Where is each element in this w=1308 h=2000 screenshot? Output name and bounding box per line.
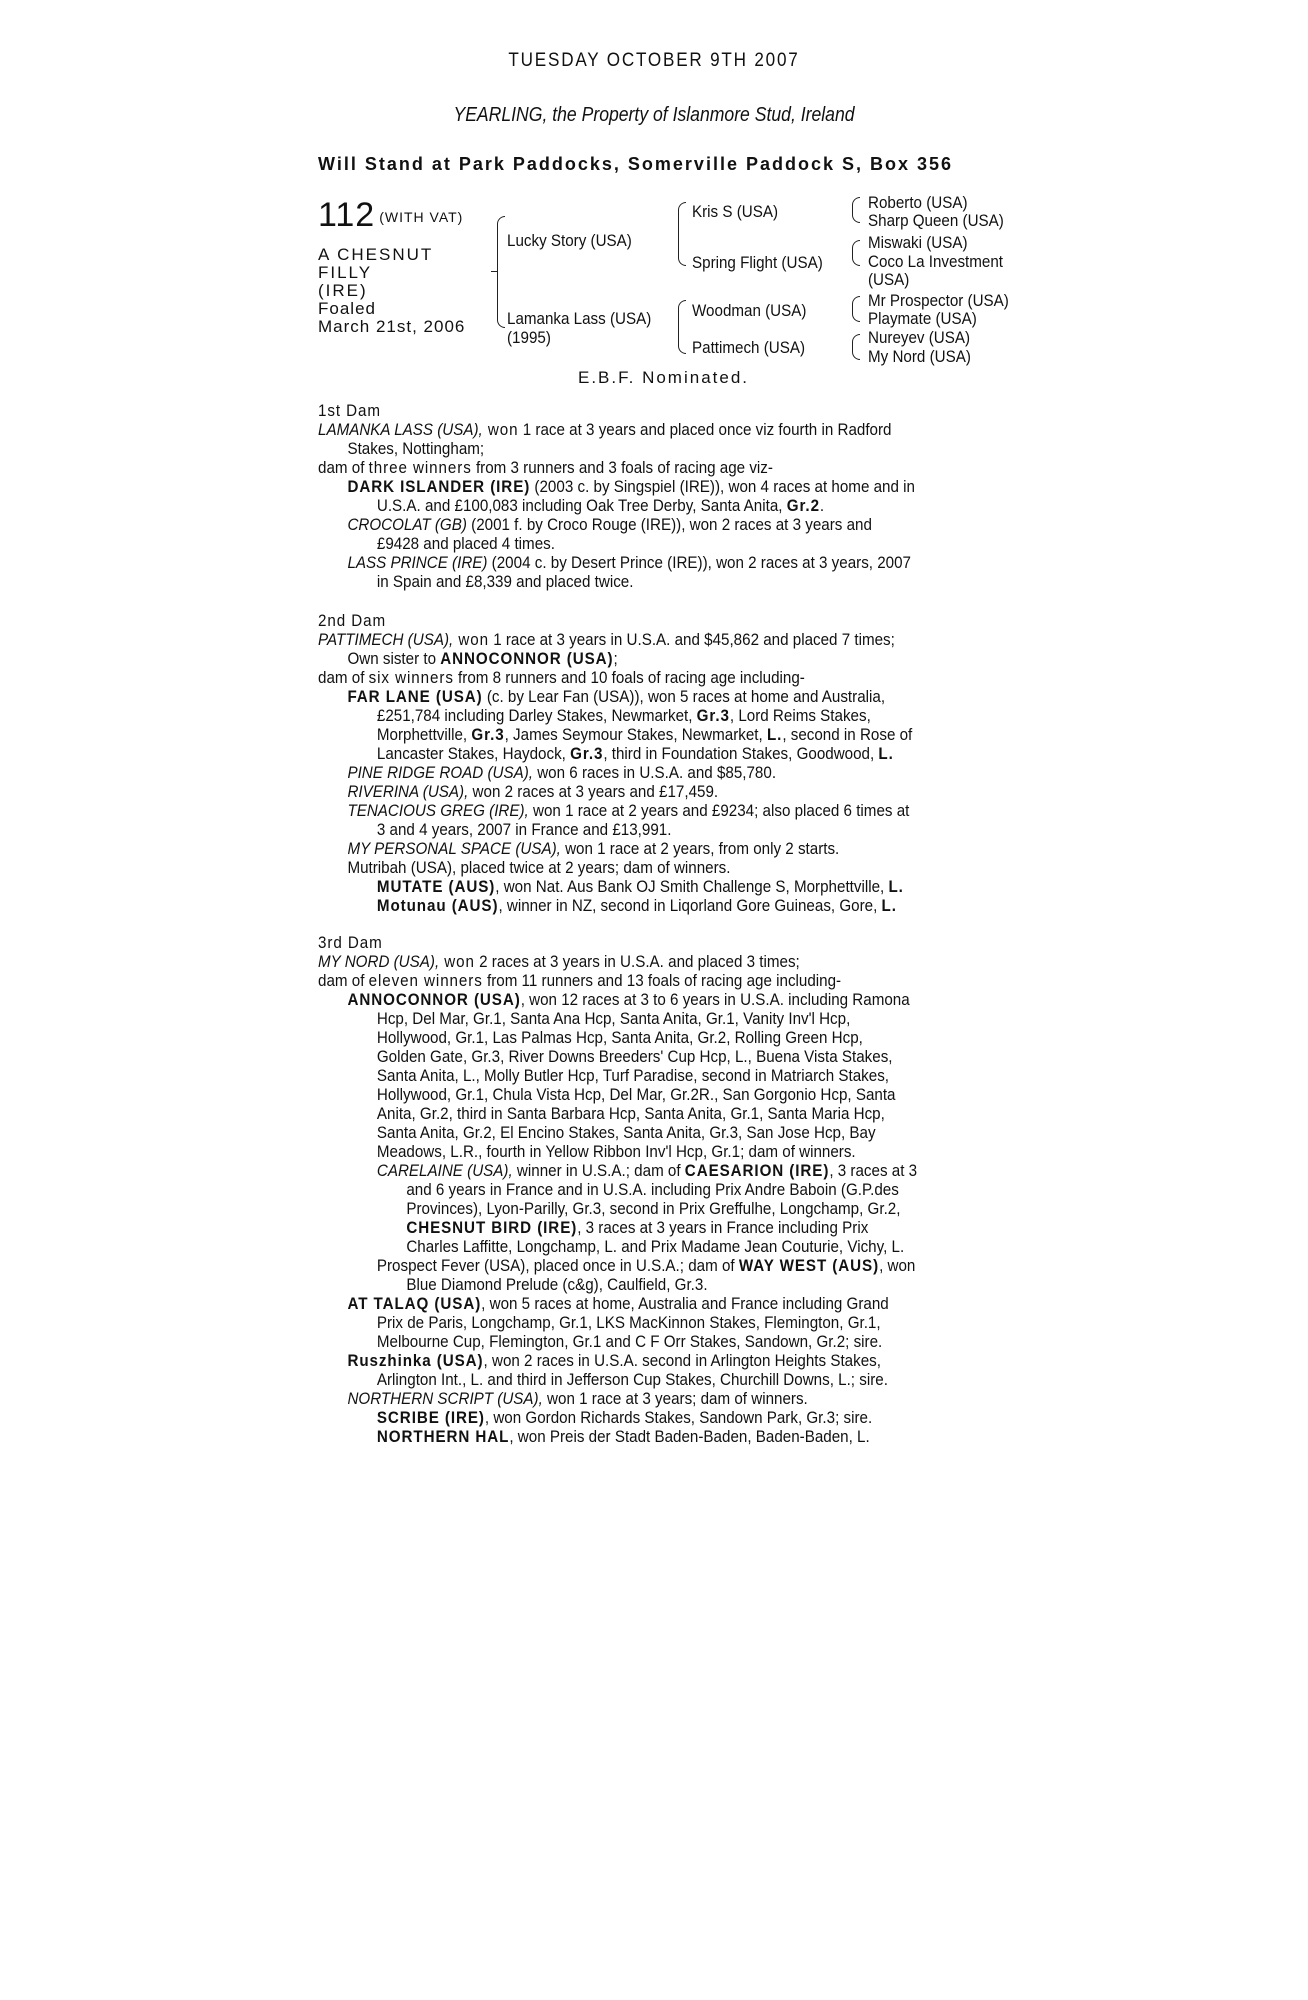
- offspring-line: Prospect Fever (USA), placed once in U.S.A.; dam of WAY WEST (AUS), won: [376, 1257, 916, 1275]
- offspring-line: TENACIOUS GREG (IRE), won 1 race at 2 years and £9234; also placed 6 times at: [347, 802, 910, 820]
- second-dam-line: PATTIMECH (USA), won 1 race at 3 years in U.S.A. and $45,862 and placed 7 times;: [318, 631, 895, 649]
- pedigree-brace-g4: [852, 334, 860, 360]
- offspring-line: PINE RIDGE ROAD (USA), won 6 races in U.S.A. and $85,780.: [347, 764, 777, 782]
- offspring-line: £251,784 including Darley Stakes, Newmarket, Gr.3, Lord Reims Stakes,: [376, 707, 871, 725]
- second-dam-section: [318, 612, 953, 916]
- offspring-line: Santa Anita, L., Molly Butler Hcp, Turf Paradise, second in Matriarch Stakes,: [376, 1067, 890, 1085]
- offspring-line: LASS PRINCE (IRE) (2004 c. by Desert Prince (IRE)), won 2 races at 3 years, 2007: [347, 554, 912, 572]
- pedigree-sire: Lucky Story (USA): [507, 232, 632, 250]
- offspring-line: in Spain and £8,339 and placed twice.: [376, 573, 634, 591]
- pedigree-brace-dam: [678, 300, 686, 354]
- pedigree-g2: Sharp Queen (USA): [868, 212, 1004, 230]
- pedigree-g1: Roberto (USA): [868, 194, 968, 212]
- third-dam-section: [318, 934, 953, 1447]
- horse-description: [318, 246, 493, 336]
- offspring-line: AT TALAQ (USA), won 5 races at home, Australia and France including Grand: [347, 1295, 889, 1313]
- offspring-line: CROCOLAT (GB) (2001 f. by Croco Rouge (IRE)), won 2 races at 3 years and: [347, 516, 872, 534]
- offspring-line: Motunau (AUS), winner in NZ, second in Liqorland Gore Guineas, Gore, L.: [376, 897, 897, 915]
- lot-number: 112: [318, 196, 376, 234]
- pedigree-g5: Mr Prospector (USA): [868, 292, 1009, 310]
- offspring-line: Provinces), Lyon-Parilly, Gr.3, second in Prix Greffulhe, Longchamp, Gr.2,: [406, 1200, 901, 1218]
- first-dam-line: dam of three winners from 3 runners and 3 foals of racing age viz-: [318, 459, 773, 477]
- pedigree-g6: Playmate (USA): [868, 310, 977, 328]
- pedigree-sire-sire: Kris S (USA): [692, 203, 779, 221]
- second-dam-heading: 2nd Dam: [318, 612, 387, 630]
- pedigree-sire-dam: Spring Flight (USA): [692, 254, 823, 272]
- foaled-date: March 21st, 2006: [318, 317, 466, 336]
- pedigree-brace-main: [497, 216, 505, 328]
- pedigree-brace-main-point: [491, 271, 497, 272]
- offspring-line: RIVERINA (USA), won 2 races at 3 years and £17,459.: [347, 783, 719, 801]
- sale-date: TUESDAY OCTOBER 9TH 2007: [508, 50, 800, 71]
- pedigree-g4-line2: (USA): [868, 271, 910, 289]
- offspring-line: Mutribah (USA), placed twice at 2 years; dam of winners.: [347, 859, 731, 877]
- pedigree-brace-g1: [852, 197, 860, 223]
- third-dam-line: MY NORD (USA), won 2 races at 3 years in U.S.A. and placed 3 times;: [318, 953, 800, 971]
- offspring-line: CARELAINE (USA), winner in U.S.A.; dam of CAESARION (IRE), 3 races at 3: [376, 1162, 918, 1180]
- pedigree-dam-dam: Pattimech (USA): [692, 339, 806, 357]
- lot-number-block: [318, 196, 463, 235]
- pedigree-g4-line1: Coco La Investment: [868, 253, 1004, 271]
- pedigree-g3: Miswaki (USA): [868, 234, 968, 252]
- offspring-line: and 6 years in France and in U.S.A. including Prix Andre Baboin (G.P.des: [406, 1181, 899, 1199]
- second-dam-line: dam of six winners from 8 runners and 10 foals of racing age including-: [318, 669, 805, 687]
- pedigree-g7: Nureyev (USA): [868, 329, 971, 347]
- vat-note: (WITH VAT): [379, 209, 464, 226]
- offspring-line: SCRIBE (IRE), won Gordon Richards Stakes, Sandown Park, Gr.3; sire.: [376, 1409, 873, 1427]
- offspring-line: Hollywood, Gr.1, Chula Vista Hcp, Del Mar, Gr.2R., San Gorgonio Hcp, Santa: [376, 1086, 896, 1104]
- offspring-line: Arlington Int., L. and third in Jefferson Cup Stakes, Churchill Downs, L.; sire.: [376, 1371, 888, 1389]
- pedigree-brace-g3: [852, 296, 860, 322]
- offspring-line: Santa Anita, Gr.2, El Encino Stakes, Santa Anita, Gr.3, San Jose Hcp, Bay: [376, 1124, 876, 1142]
- lot-subtitle: YEARLING, the Property of Islanmore Stud, Ireland: [453, 104, 855, 126]
- offspring-line: MY PERSONAL SPACE (USA), won 1 race at 2 years, from only 2 starts.: [347, 840, 840, 858]
- offspring-line: Meadows, L.R., fourth in Yellow Ribbon Inv'l Hcp, Gr.1; dam of winners.: [376, 1143, 856, 1161]
- offspring-line: NORTHERN HAL, won Preis der Stadt Baden-Baden, Baden-Baden, L.: [376, 1428, 870, 1446]
- offspring-line: Ruszhinka (USA), won 2 races in U.S.A. second in Arlington Heights Stakes,: [347, 1352, 881, 1370]
- third-dam-heading: 3rd Dam: [318, 934, 383, 952]
- offspring-line: Morphettville, Gr.3, James Seymour Stakes, Newmarket, L., second in Rose of: [376, 726, 913, 744]
- pedigree-dam: Lamanka Lass (USA): [507, 310, 652, 328]
- offspring-line: CHESNUT BIRD (IRE), 3 races at 3 years in France including Prix: [406, 1219, 869, 1237]
- horse-name-line2: (IRE): [318, 281, 368, 300]
- offspring-line: MUTATE (AUS), won Nat. Aus Bank OJ Smith Challenge S, Morphettville, L.: [376, 878, 904, 896]
- first-dam-line: LAMANKA LASS (USA), won 1 race at 3 years and placed once viz fourth in Radford: [318, 421, 892, 439]
- offspring-line: £9428 and placed 4 times.: [376, 535, 555, 553]
- stand-location: Will Stand at Park Paddocks, Somerville Paddock S, Box 356: [318, 154, 954, 174]
- offspring-line: ANNOCONNOR (USA), won 12 races at 3 to 6 years in U.S.A. including Ramona: [347, 991, 910, 1009]
- offspring-line: NORTHERN SCRIPT (USA), won 1 race at 3 years; dam of winners.: [347, 1390, 808, 1408]
- pedigree-dam-sire: Woodman (USA): [692, 302, 807, 320]
- horse-name-line1: A CHESNUT FILLY: [318, 245, 433, 282]
- second-dam-line: Own sister to ANNOCONNOR (USA);: [347, 650, 618, 668]
- offspring-line: Hollywood, Gr.1, Las Palmas Hcp, Santa Anita, Gr.2, Rolling Green Hcp,: [376, 1029, 863, 1047]
- offspring-line: Blue Diamond Prelude (c&g), Caulfield, Gr.3.: [406, 1276, 708, 1294]
- third-dam-line: dam of eleven winners from 11 runners and 13 foals of racing age including-: [318, 972, 842, 990]
- pedigree-brace-g2: [852, 240, 860, 266]
- offspring-line: Hcp, Del Mar, Gr.1, Santa Ana Hcp, Santa Anita, Gr.1, Vanity Inv'l Hcp,: [376, 1010, 851, 1028]
- offspring-line: Lancaster Stakes, Haydock, Gr.3, third in Foundation Stakes, Goodwood, L.: [376, 745, 894, 763]
- offspring-line: DARK ISLANDER (IRE) (2003 c. by Singspiel (IRE)), won 4 races at home and in: [347, 478, 915, 496]
- pedigree-brace-sire: [678, 202, 686, 266]
- offspring-line: 3 and 4 years, 2007 in France and £13,991.: [376, 821, 672, 839]
- offspring-line: Prix de Paris, Longchamp, Gr.1, LKS MacKinnon Stakes, Flemington, Gr.1,: [376, 1314, 881, 1332]
- pedigree-g8: My Nord (USA): [868, 348, 971, 366]
- first-dam-section: [318, 402, 953, 592]
- ebf-nominated: E.B.F. Nominated.: [578, 368, 750, 387]
- offspring-line: Anita, Gr.2, third in Santa Barbara Hcp, Santa Anita, Gr.1, Santa Maria Hcp,: [376, 1105, 885, 1123]
- offspring-line: Charles Laffitte, Longchamp, L. and Prix Madame Jean Couturie, Vichy, L.: [406, 1238, 905, 1256]
- offspring-line: Melbourne Cup, Flemington, Gr.1 and C F Orr Stakes, Sandown, Gr.2; sire.: [376, 1333, 883, 1351]
- pedigree-dam-year: (1995): [507, 329, 551, 347]
- offspring-line: FAR LANE (USA) (c. by Lear Fan (USA)), won 5 races at home and Australia,: [347, 688, 886, 706]
- offspring-line: Golden Gate, Gr.3, River Downs Breeders' Cup Hcp, L., Buena Vista Stakes,: [376, 1048, 893, 1066]
- foaled-label: Foaled: [318, 299, 376, 318]
- offspring-line: U.S.A. and £100,083 including Oak Tree Derby, Santa Anita, Gr.2.: [376, 497, 825, 515]
- first-dam-line: Stakes, Nottingham;: [347, 440, 485, 458]
- first-dam-heading: 1st Dam: [318, 402, 381, 420]
